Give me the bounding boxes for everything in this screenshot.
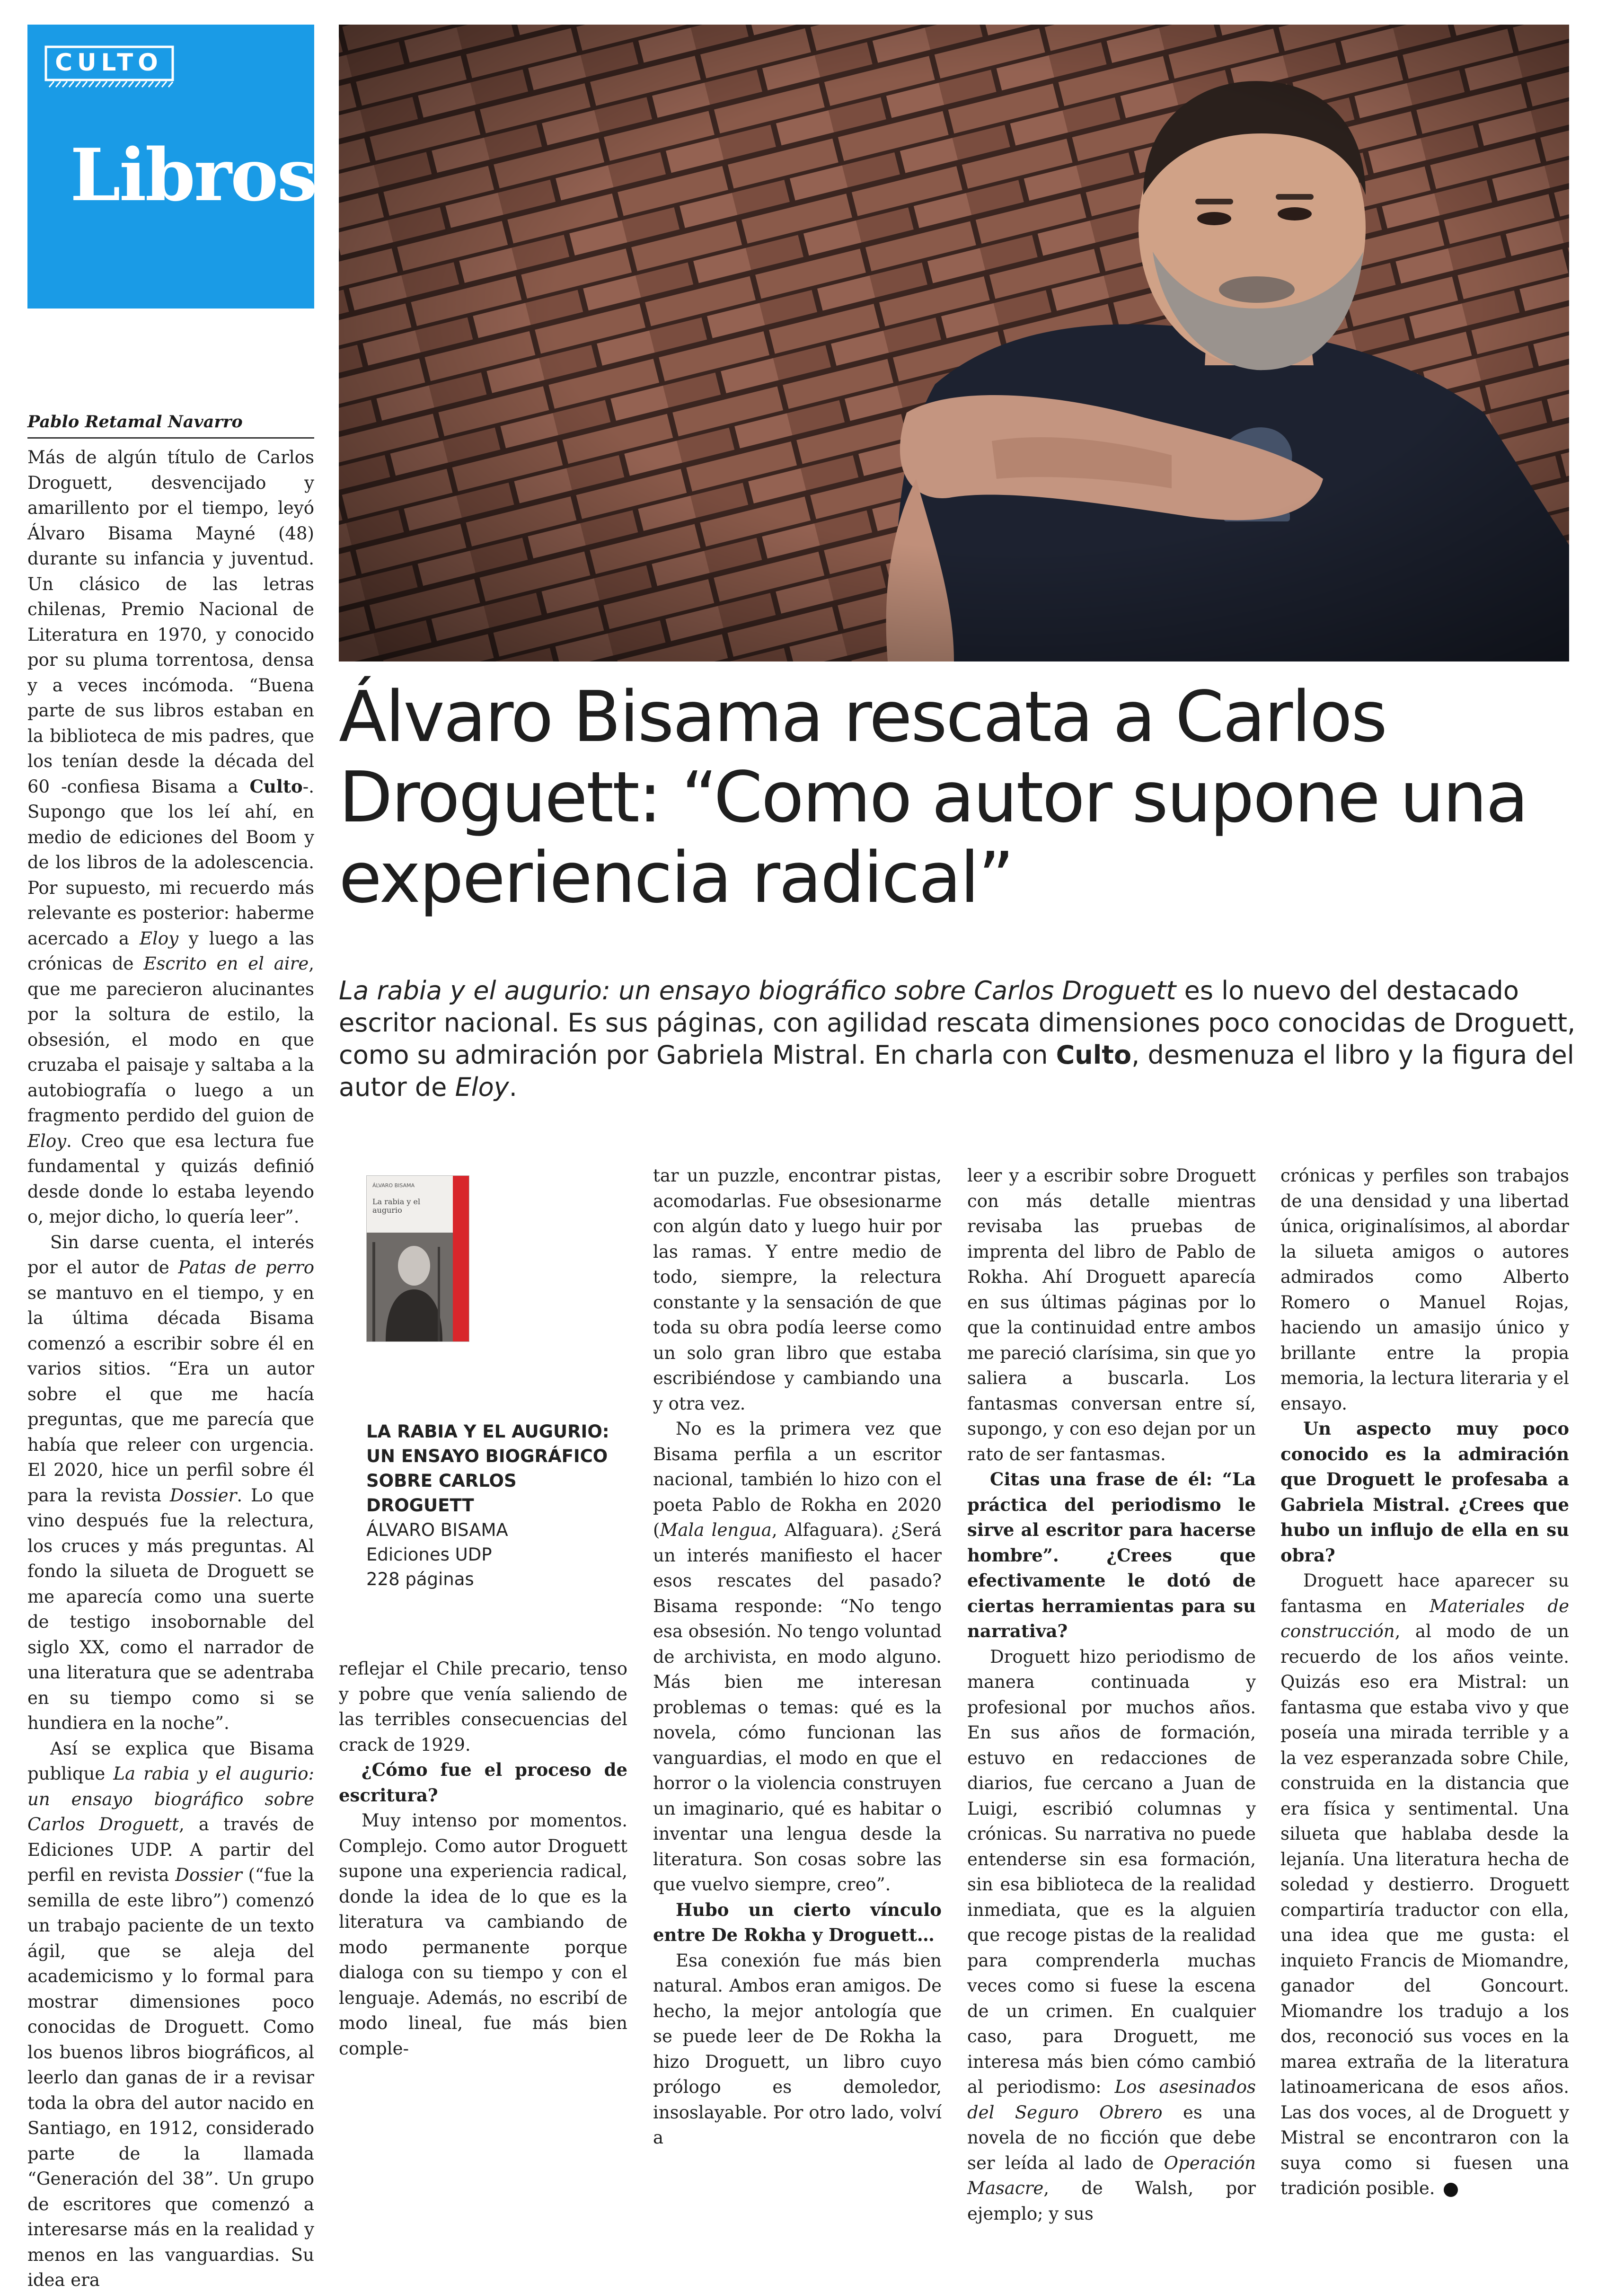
paragraph: Más de algún título de Carlos Droguett, desvencijado y amarillento por el tiempo, leyó Álvaro Bisama Mayné (48) durante su infancia y juventud. Un clásico de las letras chilenas, Premio Nacional de Literatura en 1970, y conocido por su pluma torrentosa, densa y a veces incómoda. “Buena parte de sus libros estaban en la biblioteca de mis padres, que los tenían desde la década del 60 -confiesa Bisama a Culto-. Supongo que los leí ahí, en medio de ediciones del Boom y de los libros de la adolescencia. Por supuesto, mi recuerdo más relevante es posterior: haberme acercado a Eloy y luego a las crónicas de Escrito en el aire, que me parecieron alucinantes por la soltura de estilo, la obsesión, el modo en que cruzaba el paisaje y saltaba a la autobiografía o luego a un fragmento perdido del guion de Eloy. Creo que esa lectura fue fundamental y quizás definió desde donde lo estaba leyendo o, mejor dicho, lo quería leer”.	[27, 447, 314, 1227]
deck-book-title: La rabia y el augurio: un ensayo biográfico sobre Carlos Droguett	[339, 976, 1176, 1005]
book-cover	[366, 1175, 469, 1342]
paragraph: Droguett hace aparecer su fantasma en Materiales de construcción, al modo de un recuerdo de los años veinte. Quizás eso era Mistral: un fantasma que estaba vivo y que poseía una mirada terrible y a la vez esperanzada sobre Chile, construida en la distancia que era física y sentimental. Una silueta que hablaba desde la lejanía. Una literatura hecha de soledad y destierro. Droguett compartiría traductor con ella, una idea que me gusta: el inquieto Francis de Miomandre, ganador del Goncourt. Miomandre los tradujo a los dos, reconoció sus voces en la marea extraña de la literatura latinoamericana de esos años. Las dos voces, al de Droguett y Mistral se encontraron con la suya como si fuesen una tradición posible.	[1280, 1570, 1569, 2198]
deck-culto: Culto	[1056, 1040, 1132, 1070]
paragraph: Esa conexión fue más bien natural. Ambos eran amigos. De hecho, la mejor antología que se puede leer de De Rokha la hizo Droguett, un libro cuyo prólogo es demoledor, insoslayable. Por otro lado, volví a	[653, 1950, 942, 2148]
deck-eloy: Eloy	[455, 1072, 509, 1102]
deck-text-1: es lo nuevo del destacado escritor nacional. Es sus páginas, con agilidad rescata dimensiones poco conocidas de Droguett, como su admiración por Gabriela Mistral. En charla con	[339, 976, 1576, 1070]
interview-question: Citas una frase de él: “La práctica del periodismo le sirve al escritor para hacerse hombre”. ¿Crees que efectivamente le dotó de ciertas herramientas para su narrativa?	[967, 1469, 1256, 1641]
book-cover-title: La rabia y el augurio	[372, 1197, 421, 1215]
portrait-photo-icon	[339, 25, 1569, 661]
article-column-5	[1280, 1163, 1569, 2201]
article-column-2	[339, 1656, 627, 2061]
paragraph: Sin darse cuenta, el interés por el autor de Patas de perro se mantuvo en el tiempo, y en la última década Bisama comenzó a escribir sobre él en varios sitios. “Era un autor sobre el que me hacía preguntas, que me parecía que había que releer con urgencia. El 2020, hice un perfil sobre él para la revista Dossier. Lo que vino después fue la relectura, los cruces y más preguntas. Al fondo la silueta de Droguett se me aparecía como una suerte de testigo insobornable del siglo XX, como el narrador de una literatura que se adentraba en su tiempo como si se hundiera en la noche”.	[27, 1232, 314, 1733]
book-title: LA RABIA Y EL AUGURIO: UN ENSAYO BIOGRÁFICO SOBRE CARLOS DROGUETT	[366, 1421, 609, 1516]
article-column-1	[27, 445, 314, 2293]
deck-text-2: , desmenuza el libro y la figura del autor de	[339, 1040, 1574, 1102]
culto-logo	[44, 45, 174, 89]
end-mark-icon	[1444, 2183, 1458, 2197]
article-column-3	[653, 1163, 942, 2151]
deck	[339, 975, 1588, 1103]
paragraph: tar un puzzle, encontrar pistas, acomodarlas. Fue obsesionarme con algún dato y luego huir por las ramas. Y entre medio de todo, siempre, la relectura constante y la sensación de que toda su obra podía leerse como un solo gran libro que estaba escribiéndose y cambiando una y otra vez.	[653, 1165, 942, 1414]
section-box	[27, 25, 314, 309]
paragraph: crónicas y perfiles son trabajos de una densidad y una libertad única, originalísimos, al abordar la silueta amigos o autores admirados como Alberto Romero o Manuel Rojas, haciendo un amasijo único y brillante entre la propia memoria, la lectura literaria y el ensayo.	[1280, 1165, 1569, 1414]
interview-question: Un aspecto muy poco conocido es la admiración que Droguett le profesaba a Gabriela Mistral. ¿Crees que hubo un influjo de ella en su obra?	[1280, 1418, 1569, 1566]
article-column-4	[967, 1163, 1256, 2226]
paragraph: Droguett hizo periodismo de manera continuada y profesional por muchos años. En sus años de formación, estuvo en redacciones de diarios, fue cercano a Juan de Luigi, escribió columnas y crónicas. Su narrativa no puede entenderse sin esa formación, sin esa biblioteca de la realidad inmediata, que es la alguien que recoge pistas de la realidad para comprenderla muchas veces como si fuese la escena de un crimen. En cualquier caso, para Droguett, me interesa más bien cómo cambió al periodismo: Los asesinados del Seguro Obrero es una novela de no ficción que debe ser leída al lado de Operación Masacre, de Walsh, por ejemplo; y sus	[967, 1646, 1256, 2224]
paragraph: Muy intenso por momentos. Complejo. Como autor Droguett supone una experiencia radical, donde la idea de lo que es la literatura va cambiando de modo permanente porque dialoga con su tiempo y con el lenguaje. Además, no escribí de modo lineal, fue más bien comple-	[339, 1810, 627, 2059]
book-cover-author: ÁLVARO BISAMA	[372, 1182, 415, 1189]
book-pages: 228 páginas	[366, 1569, 474, 1589]
paragraph: No es la primera vez que Bisama perfila a un escritor nacional, también lo hizo con el poeta Pablo de Rokha en 2020 (Mala lengua, Alfaguara). ¿Será un interés manifiesto el hacer esos rescates del pasado? Bisama responde: “No tengo esa obsesión. No tengo voluntad de archivista, en modo alguno. Más bien me interesan problemas o temas: qué es la novela, cómo funcionan las vanguardias, el modo en que el horror o la violencia construyen un imaginario, qué es habitar o inventar una lengua desde la literatura. Son cosas sobre las que vuelvo siempre, creo”.	[653, 1419, 942, 1895]
author-photo	[339, 25, 1569, 661]
headline: Álvaro Bisama rescata a Carlos Droguett: “Como autor supone una experiencia radical”	[339, 676, 1527, 918]
section-title: Libros	[70, 132, 316, 217]
deck-text-3: .	[509, 1072, 517, 1102]
culto-logo-text: CULTO	[55, 49, 163, 76]
book-publisher: Ediciones UDP	[366, 1544, 492, 1565]
paragraph: leer y a escribir sobre Droguett con más detalle mientras revisaba las pruebas de imprenta del libro de Pablo de Rokha. Ahí Droguett aparecía en sus últimas páginas por lo que la continuidad entre ambos me pareció clarísima, sin que yo saliera a buscarla. Los fantasmas conversan entre sí, supongo, y con eso dejan por un rato de ser fantasmas.	[967, 1165, 1256, 1464]
paragraph: reflejar el Chile precario, tenso y pobre que venía saliendo de las terribles consecuencias del crack de 1929.	[339, 1658, 627, 1755]
book-author: ÁLVARO BISAMA	[366, 1520, 508, 1540]
interview-question: ¿Cómo fue el proceso de escritura?	[339, 1759, 627, 1806]
paragraph: Así se explica que Bisama publique La rabia y el augurio: un ensayo biográfico sobre Carlos Droguett, a través de Ediciones UDP. A partir del perfil en revista Dossier (“fue la semilla de este libro”) comenzó un trabajo paciente de un texto ágil, que se aleja del academicismo y lo formal para mostrar dimensiones poco conocidas de Droguett. Como los buenos libros biográficos, al leerlo dan ganas de ir a revisar toda la obra del autor nacido en Santiago, en 1912, considerado parte de la llamada “Generación del 38”. Un grupo de escritores que comenzó a interesarse más en la realidad y menos en las vanguardias. Su idea era	[27, 1738, 315, 2290]
interview-question: Hubo un cierto vínculo entre De Rokha y Droguett…	[653, 1899, 942, 1945]
book-info	[366, 1420, 612, 1592]
byline: Pablo Retamal Navarro	[27, 412, 314, 439]
